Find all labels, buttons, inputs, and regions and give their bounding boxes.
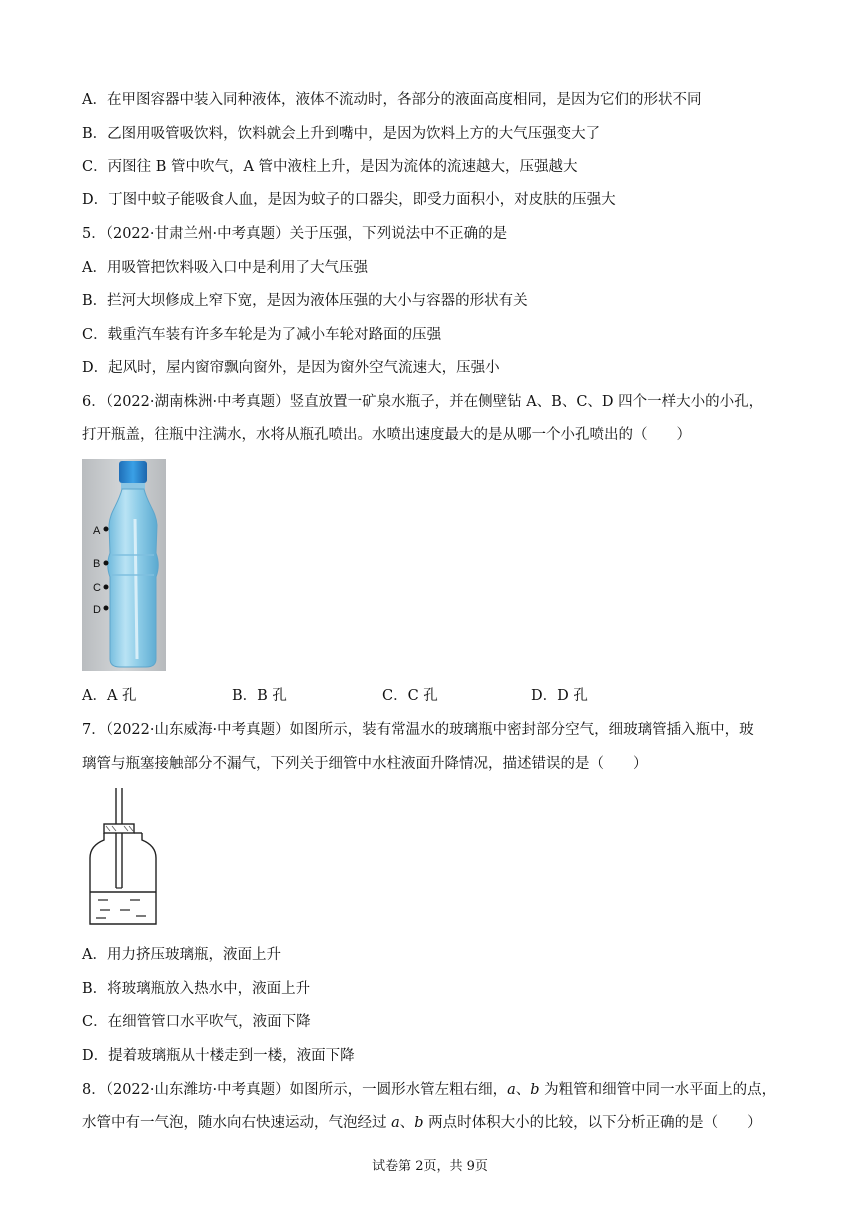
q8-stem1-post: 为粗管和细管中同一水平面上的点， [539,1082,777,1098]
q8-stem2-pre: 水管中有一气泡，随水向右快速运动，气泡经过 [82,1115,392,1131]
q8-stem-line1 [82,1080,776,1100]
q7-stem-line2: 璃管与瓶塞接触部分不漏气，下列关于细管中水柱液面升降情况，描述错误的是（ ） [82,756,648,772]
point-a-var-2: a [391,1115,400,1131]
hole-c-dot [104,585,109,590]
q6-option-d: D．D 孔 [531,688,588,704]
page-footer: 试卷第 2页，共 9页 [372,1159,488,1174]
q7-option-c: C．在细管管口水平吹气，液面下降 [82,1014,311,1030]
hole-a-dot [104,527,109,532]
q4-option-a: A．在甲图容器中装入同种液体，液体不流动时，各部分的液面高度相同，是因为它们的形状不同 [82,92,702,108]
q7-option-b: B．将玻璃瓶放入热水中，液面上升 [82,981,311,997]
q8-sep2: 、 [399,1115,415,1131]
jar-diagram [86,788,161,928]
q8-stem-line2 [82,1113,762,1133]
q6-option-b: B．B 孔 [232,688,287,704]
point-b-var-2: b [414,1115,424,1131]
q4-option-d: D．丁图中蚊子能吸食人血，是因为蚊子的口器尖，即受力面积小，对皮肤的压强大 [82,192,616,208]
q5-option-c: C．载重汽车装有许多车轮是为了减小车轮对路面的压强 [82,327,442,343]
bottle-photo [82,459,166,671]
q4-option-b: B．乙图用吸管吸饮料，饮料就会上升到嘴中，是因为饮料上方的大气压强变大了 [82,126,601,142]
point-a-var: a [507,1082,516,1098]
q6-stem-line2: 打开瓶盖，往瓶中注满水，水将从瓶孔喷出。水喷出速度最大的是从哪一个小孔喷出的（ ） [82,427,691,443]
hole-b-dot [104,561,109,566]
q5-option-a: A．用吸管把饮料吸入口中是利用了大气压强 [82,260,368,276]
hole-label-d: D [93,604,101,616]
q8-stem2-post: 两点时体积大小的比较，以下分析正确的是（ ） [423,1115,762,1131]
point-b-var: b [530,1082,540,1098]
bottle-figure [82,459,166,671]
q4-option-c: C．丙图往 B 管中吹气，A 管中液柱上升，是因为流体的流速越大，压强越大 [82,159,578,175]
q8-sep1: 、 [515,1082,531,1098]
q6-stem-line1: 6．（2022·湖南株洲·中考真题）竖直放置一矿泉水瓶子，并在侧壁钻 A、B、C、D 四个一样大小的小孔， [82,394,764,410]
q5-option-b: B．拦河大坝修成上窄下宽，是因为液体压强的大小与容器的形状有关 [82,293,528,309]
hole-label-a: A [93,525,101,537]
jar-figure [86,788,161,928]
q6-option-a: A．A 孔 [82,688,137,704]
hole-d-dot [104,606,109,611]
q5-stem: 5．（2022·甘肃兰州·中考真题）关于压强，下列说法中不正确的是 [82,226,508,242]
hole-label-c: C [93,582,101,594]
q6-option-c: C．C 孔 [382,688,438,704]
q7-option-d: D．提着玻璃瓶从十楼走到一楼，液面下降 [82,1048,355,1064]
hole-label-b: B [93,558,101,570]
q7-stem-line1: 7．（2022·山东威海·中考真题）如图所示，装有常温水的玻璃瓶中密封部分空气，细玻璃管插入瓶中，玻 [82,722,754,738]
q5-option-d: D．起风时，屋内窗帘飘向窗外，是因为窗外空气流速大，压强小 [82,360,500,376]
q7-option-a: A．用力挤压玻璃瓶，液面上升 [82,947,281,963]
q8-stem1-pre: 8．（2022·山东潍坊·中考真题）如图所示，一圆形水管左粗右细， [82,1082,508,1098]
